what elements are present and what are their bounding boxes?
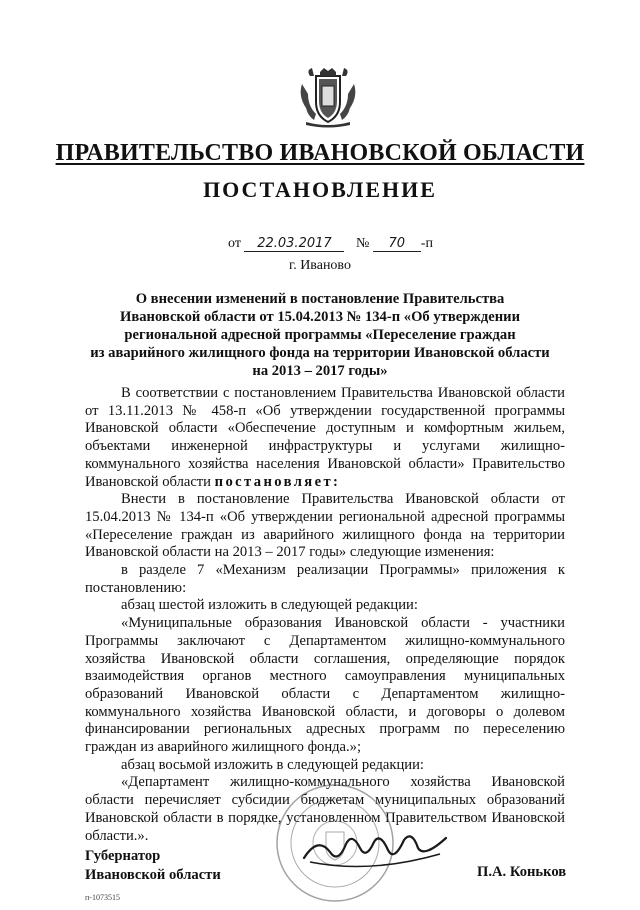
subject-line: на 2013 – 2017 годы» <box>252 363 388 379</box>
decree-word: постановляет: <box>214 473 341 490</box>
handwritten-number: 70 <box>373 236 421 252</box>
body-paragraph: абзац шестой изложить в следующей редакции: <box>121 597 418 614</box>
subject-line: Ивановской области от 15.04.2013 № 134-п «Об утверждении <box>120 309 520 325</box>
body-paragraph: «Департамент жилищно-коммунального хозяйства Ивановской области перечисляет субсидии бюджетам муниципальных образований Ивановской области в порядке, установленном Правительством Ивановской области.». <box>85 774 565 844</box>
document-type: ПОСТАНОВЛЕНИЕ <box>203 177 437 202</box>
body-paragraph: абзац восьмой изложить в следующей редакции: <box>121 756 424 773</box>
document-subject <box>60 290 580 380</box>
document-registration-number: п-1073515 <box>85 893 120 902</box>
organization-title: ПРАВИТЕЛЬСТВО ИВАНОВСКОЙ ОБЛАСТИ <box>55 140 585 166</box>
date-prefix: от <box>228 236 241 251</box>
subject-line: О внесении изменений в постановление Правительства <box>135 291 505 307</box>
position-line: Губернатор <box>85 848 161 864</box>
date-number-line <box>228 236 433 252</box>
handwritten-signature <box>300 818 450 888</box>
number-prefix: № <box>355 236 370 251</box>
city: г. Иваново <box>289 258 351 273</box>
body-paragraph: в разделе 7 «Механизм реализации Программы» приложения к постановлению: <box>85 562 565 596</box>
body-paragraph: «Муниципальные образования Ивановской области - участники Программы заключают с Департаментом жилищно-коммунального хозяйства Ивановской области соглашения, определяющие порядок взаимодействия органов местного самоуправления муниципальных образований Ивановской области с Департаментом жилищно-коммунального хозяйства Ивановской области, и договоры о долевом финансировании региональных адресных программ по переселению граждан из аварийного жилищного фонда.»; <box>85 615 565 756</box>
subject-line: из аварийного жилищного фонда на территории Ивановской области <box>90 345 550 361</box>
number-suffix: -п <box>420 236 433 251</box>
signatory-position <box>85 847 221 885</box>
subject-line: региональной адресной программы «Переселение граждан <box>124 327 516 343</box>
document-body <box>85 385 565 845</box>
body-paragraph: Внести в постановление Правительства Ивановской области от 15.04.2013 № 134-п «Об утверждении региональной адресной программы «Переселение граждан из аварийного жилищного фонда на территории Ивановской области на 2013 – 2017 годы» следующие изменения: <box>85 491 565 561</box>
preamble-paragraph: В соответствии с постановлением Правительства Ивановской области от 13.11.2013 № 458-п «Об утверждении государственной программы Ивановской области «Обеспечение доступным и комфортным жильем, объектами инженерной инфраструктуры и услугами жилищно-коммунального хозяйства населения Ивановской области» Правительство Ивановской области постановляет: <box>85 385 565 490</box>
coat-of-arms-emblem <box>296 66 360 128</box>
position-line: Ивановской области <box>85 867 221 883</box>
signatory-name: П.А. Коньков <box>477 864 567 880</box>
handwritten-date: 22.03.2017 <box>244 236 344 252</box>
